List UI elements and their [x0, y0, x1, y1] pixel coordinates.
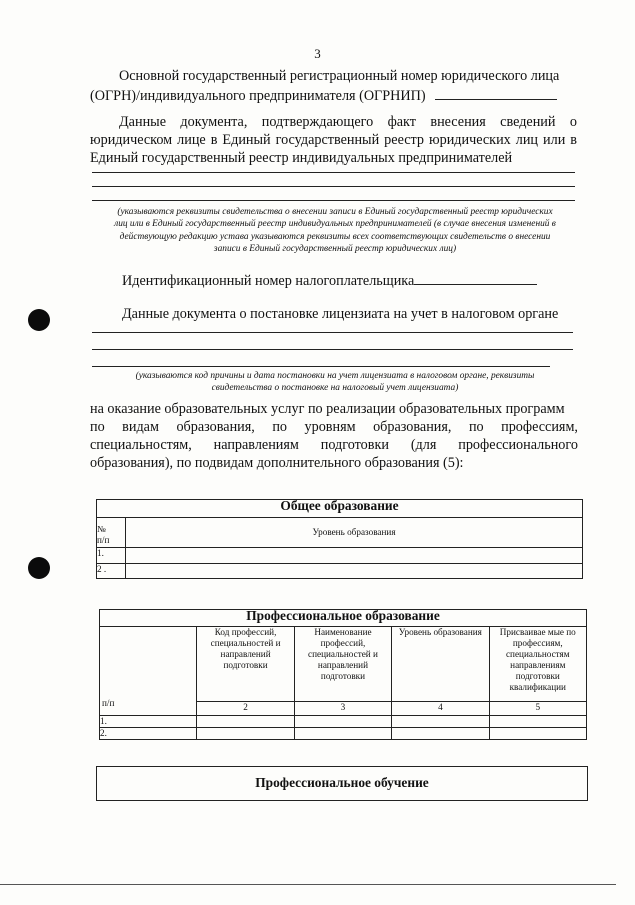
registry-note: (указываются реквизиты свидетельства о внесении записи в Единый государственный реестр юридических лиц или в Единый государственный реестр индивидуальных предпринимателей (в случае внесения изменений в действующую редакцию устава указываются реквизиты всех соответствующих свидетельств о внесении записи в Единый государственный реестр юридических лиц) — [114, 207, 556, 255]
row-number: 1. — [97, 548, 126, 564]
tax-field-3[interactable] — [92, 366, 550, 367]
professional-training-box — [96, 766, 588, 801]
general-education-table — [96, 499, 583, 579]
ogrn-line-2 — [90, 86, 557, 105]
prof-col-level: Уровень образования — [392, 627, 489, 702]
page-number: 3 — [314, 46, 321, 61]
prof-col-qualification: Присваивае мые по профессиям, специальностям направлениям подготовки квалификации — [489, 627, 586, 702]
tax-field-1[interactable] — [92, 332, 573, 333]
inn-line — [122, 271, 537, 290]
code-cell[interactable] — [197, 716, 294, 728]
services-line-3: специальностям, направлениям подготовки (для профессионального — [90, 437, 578, 453]
tax-doc-label: Данные документа о постановке лицензиата на учет в налоговом органе — [122, 306, 559, 322]
level-cell[interactable] — [126, 564, 583, 579]
level-cell[interactable] — [126, 548, 583, 564]
registry-field-1[interactable] — [92, 172, 575, 173]
services-line-1: на оказание образовательных услуг по реализации образовательных программ — [90, 401, 565, 417]
table-row — [97, 548, 583, 564]
professional-education-title: Профессиональное образование — [100, 610, 587, 627]
level-cell[interactable] — [392, 728, 489, 740]
services-line-2: по видам образования, по уровням образования, по профессиям, — [90, 419, 578, 435]
general-col-number: № п/п — [97, 518, 126, 548]
tax-note: (указываются код причины и дата постановки на учет лицензиата в налоговом органе, реквизиты свидетельства о постановке на налоговый учет лицензиата) — [135, 371, 535, 394]
bottom-rule — [0, 884, 616, 885]
inn-label: Идентификационный номер налогоплательщика — [122, 273, 415, 289]
general-col-level: Уровень образования — [126, 518, 583, 548]
level-cell[interactable] — [392, 716, 489, 728]
professional-education-table — [99, 609, 587, 740]
prof-col-index: 4 — [392, 702, 489, 716]
prof-col-index: 2 — [197, 702, 294, 716]
table-row — [100, 728, 587, 740]
ogrn-line-1: Основной государственный регистрационный номер юридического лица — [119, 68, 560, 84]
registry-line-3: Единый государственный реестр индивидуальных предпринимателей — [90, 150, 513, 166]
prof-col-name: Наименование профессий, специальностей и направлений подготовки — [294, 627, 391, 702]
table-row — [100, 716, 587, 728]
qualification-cell[interactable] — [489, 716, 586, 728]
code-cell[interactable] — [197, 728, 294, 740]
prof-col-number: п/п — [100, 627, 197, 716]
registry-line-1: Данные документа, подтверждающего факт внесения сведений о — [119, 114, 577, 130]
table-row — [97, 564, 583, 579]
row-number: 1. — [100, 716, 197, 728]
registry-field-2[interactable] — [92, 186, 575, 187]
prof-col-index: 5 — [489, 702, 586, 716]
ogrn-label: (ОГРН)/индивидуального предпринимателя (ОГРНИП) — [90, 88, 426, 104]
ogrn-field[interactable] — [435, 86, 557, 100]
prof-col-index: 3 — [294, 702, 391, 716]
name-cell[interactable] — [294, 728, 391, 740]
general-education-title: Общее образование — [97, 500, 583, 518]
inn-field[interactable] — [414, 271, 537, 285]
prof-col-code: Код профессий, специальностей и направлений подготовки — [197, 627, 294, 702]
registry-line-2: юридическом лице в Единый государственный реестр юридических лиц или в — [90, 132, 577, 148]
punch-hole — [28, 557, 50, 579]
name-cell[interactable] — [294, 716, 391, 728]
punch-hole — [28, 309, 50, 331]
row-number: 2. — [100, 728, 197, 740]
registry-field-3[interactable] — [92, 200, 575, 201]
qualification-cell[interactable] — [489, 728, 586, 740]
row-number: 2 . — [97, 564, 126, 579]
professional-training-title: Профессиональное обучение — [255, 775, 429, 790]
tax-field-2[interactable] — [92, 349, 573, 350]
services-line-4: образования), по подвидам дополнительного образования (5): — [90, 455, 464, 471]
